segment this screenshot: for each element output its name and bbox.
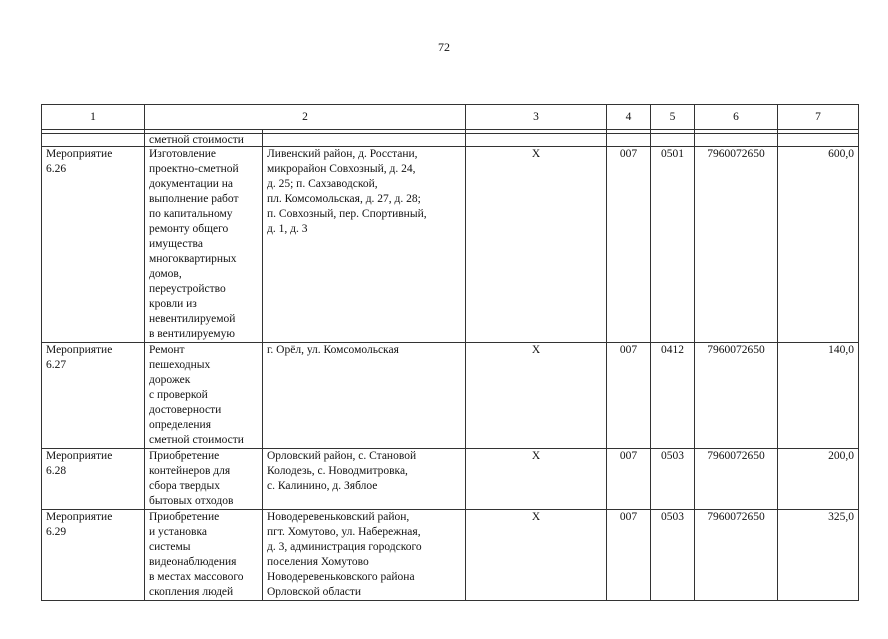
address-cell-line: Ливенский район, д. Росстани, — [267, 148, 418, 160]
event-cell-line: Мероприятие — [46, 450, 113, 462]
address-cell-line: д. 3, администрация городского — [267, 541, 422, 553]
event-cell — [42, 510, 145, 601]
name-cell-line: определения — [149, 419, 212, 431]
col5-cell: 0503 — [651, 449, 695, 510]
event-cell-line: Мероприятие — [46, 511, 113, 523]
name-cell-line: ремонту общего — [149, 223, 229, 235]
name-cell-line: бытовых отходов — [149, 495, 234, 507]
continuation-address-cell — [263, 134, 466, 147]
name-cell-line: переустройство — [149, 283, 226, 295]
continuation-col4 — [607, 134, 651, 147]
page-number: 72 — [438, 40, 450, 54]
table-row — [42, 147, 859, 343]
name-cell-line: Ремонт — [149, 344, 185, 356]
header-col-5: 5 — [651, 105, 695, 130]
name-cell-line: и установка — [149, 526, 208, 538]
col7-cell: 600,0 — [778, 147, 859, 343]
col6-cell: 7960072650 — [695, 449, 778, 510]
continuation-row — [42, 134, 859, 147]
name-cell-line: документации на — [149, 178, 234, 190]
col4-cell: 007 — [607, 449, 651, 510]
address-cell-line: Орловский район, с. Становой — [267, 450, 417, 462]
continuation-event-cell — [42, 134, 145, 147]
col5-cell: 0501 — [651, 147, 695, 343]
budget-table — [41, 104, 859, 601]
address-cell-line: с. Калинино, д. Зяблое — [267, 480, 378, 492]
name-cell-line: проектно-сметной — [149, 163, 239, 175]
event-cell — [42, 147, 145, 343]
name-cell — [145, 510, 263, 601]
name-cell — [145, 147, 263, 343]
col3-cell: X — [466, 510, 607, 601]
table-row — [42, 449, 859, 510]
address-cell-line: пгт. Хомутово, ул. Набережная, — [267, 526, 421, 538]
name-cell-line: Изготовление — [149, 148, 217, 160]
address-cell-line: пл. Комсомольская, д. 27, д. 28; — [267, 193, 421, 205]
event-cell — [42, 449, 145, 510]
continuation-col6 — [695, 134, 778, 147]
table-row — [42, 343, 859, 449]
address-cell-line: Новодеревеньковского района — [267, 571, 415, 583]
name-cell-line: многоквартирных — [149, 253, 237, 265]
event-cell-line: Мероприятие — [46, 344, 113, 356]
continuation-name-line: сметной стоимости — [149, 134, 244, 146]
address-cell-line: д. 25; п. Сахзаводской, — [267, 178, 378, 190]
col5-cell: 0503 — [651, 510, 695, 601]
name-cell — [145, 343, 263, 449]
name-cell-line: видеонаблюдения — [149, 556, 237, 568]
name-cell-line: скопления людей — [149, 586, 234, 598]
col7-cell: 140,0 — [778, 343, 859, 449]
name-cell-line: сметной стоимости — [149, 434, 244, 446]
address-cell — [263, 449, 466, 510]
address-cell-line: г. Орёл, ул. Комсомольская — [267, 344, 399, 356]
name-cell-line: системы — [149, 541, 191, 553]
event-cell-line: 6.29 — [46, 526, 67, 538]
name-cell-line: пешеходных — [149, 359, 211, 371]
name-cell-line: в местах массового — [149, 571, 244, 583]
header-col-7: 7 — [778, 105, 859, 130]
event-cell-line: Мероприятие — [46, 148, 113, 160]
name-cell-line: выполнение работ — [149, 193, 239, 205]
address-cell — [263, 510, 466, 601]
event-cell-line: 6.28 — [46, 465, 67, 477]
address-cell — [263, 343, 466, 449]
col3-cell: X — [466, 147, 607, 343]
name-cell-line: по капитальному — [149, 208, 233, 220]
col4-cell: 007 — [607, 343, 651, 449]
name-cell-line: сбора твердых — [149, 480, 220, 492]
name-cell-line: домов, — [149, 268, 182, 280]
name-cell-line: достоверности — [149, 404, 222, 416]
col7-cell: 325,0 — [778, 510, 859, 601]
address-cell-line: Орловской области — [267, 586, 362, 598]
table-header-row — [42, 105, 859, 130]
name-cell-line: имущества — [149, 238, 203, 250]
header-col-2: 2 — [145, 105, 466, 130]
col6-cell: 7960072650 — [695, 510, 778, 601]
col6-cell: 7960072650 — [695, 343, 778, 449]
address-cell-line: поселения Хомутово — [267, 556, 369, 568]
event-cell-line: 6.26 — [46, 163, 67, 175]
name-cell-line: дорожек — [149, 374, 191, 386]
header-col-3: 3 — [466, 105, 607, 130]
header-col-4: 4 — [607, 105, 651, 130]
col3-cell: X — [466, 343, 607, 449]
address-cell-line: п. Совхозный, пер. Спортивный, — [267, 208, 427, 220]
continuation-col3 — [466, 134, 607, 147]
header-col-6: 6 — [695, 105, 778, 130]
name-cell-line: с проверкой — [149, 389, 208, 401]
name-cell-line: Приобретение — [149, 511, 220, 523]
address-cell-line: д. 1, д. 3 — [267, 223, 308, 235]
col4-cell: 007 — [607, 147, 651, 343]
header-col-1: 1 — [42, 105, 145, 130]
col5-cell: 0412 — [651, 343, 695, 449]
name-cell-line: невентилируемой — [149, 313, 236, 325]
name-cell — [145, 449, 263, 510]
col7-cell: 200,0 — [778, 449, 859, 510]
name-cell-line: в вентилируемую — [149, 328, 235, 340]
address-cell-line: Колодезь, с. Новодмитровка, — [267, 465, 408, 477]
name-cell-line: кровли из — [149, 298, 197, 310]
name-cell-line: Приобретение — [149, 450, 220, 462]
address-cell-line: Новодеревеньковский район, — [267, 511, 410, 523]
continuation-name-cell — [145, 134, 263, 147]
address-cell — [263, 147, 466, 343]
continuation-col7 — [778, 134, 859, 147]
name-cell-line: контейнеров для — [149, 465, 231, 477]
event-cell-line: 6.27 — [46, 359, 67, 371]
table-row — [42, 510, 859, 601]
col3-cell: X — [466, 449, 607, 510]
event-cell — [42, 343, 145, 449]
col6-cell: 7960072650 — [695, 147, 778, 343]
continuation-col5 — [651, 134, 695, 147]
col4-cell: 007 — [607, 510, 651, 601]
address-cell-line: микрорайон Совхозный, д. 24, — [267, 163, 416, 175]
